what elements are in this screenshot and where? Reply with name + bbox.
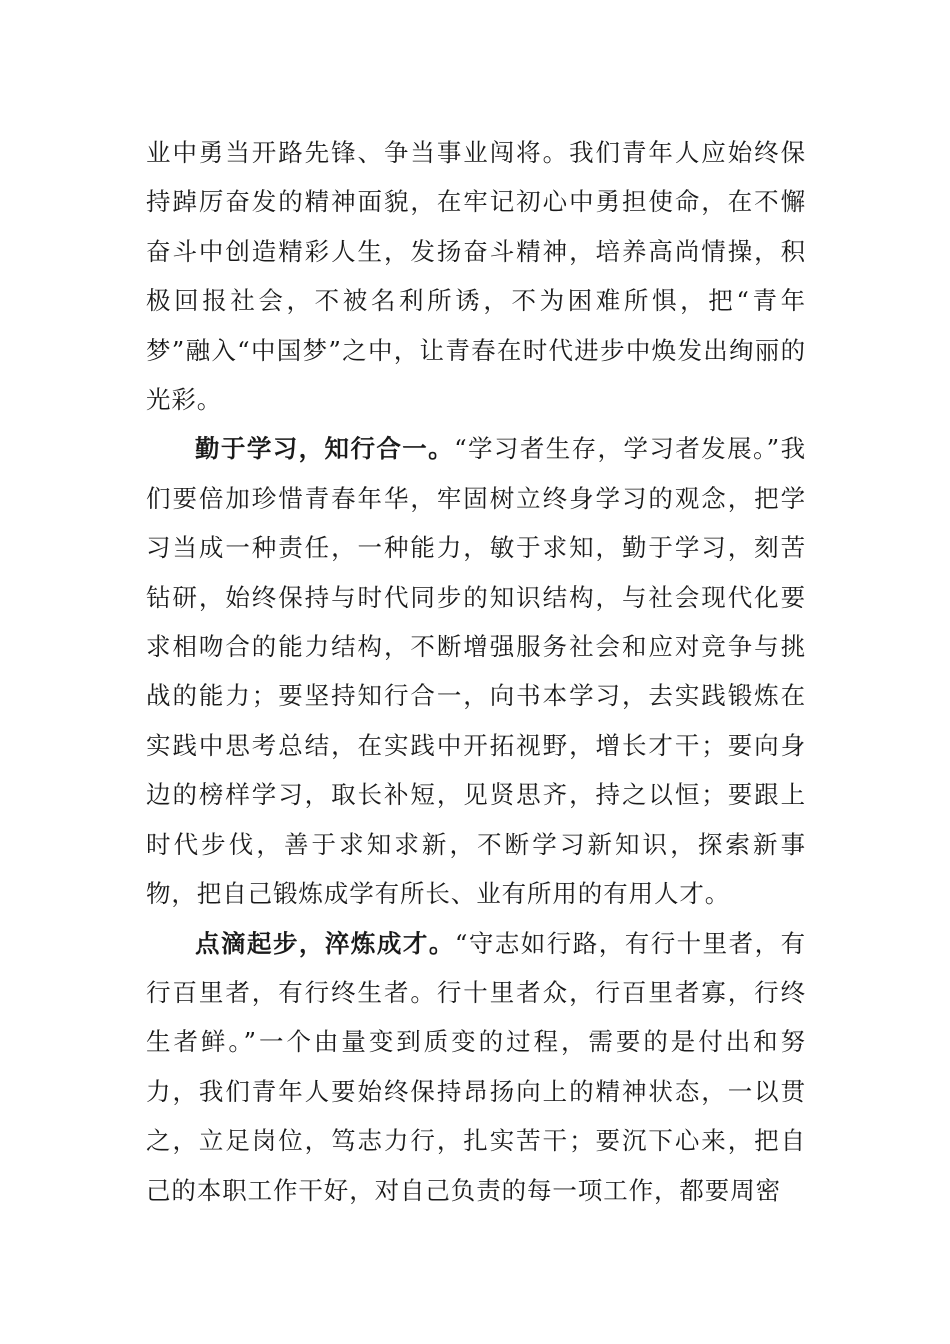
paragraph-diligent-learning: [146, 424, 806, 918]
paragraph-heading: 点滴起步，淬炼成才。: [195, 928, 455, 958]
paragraph-text: “守志如行路，有行十里者，有行百里者，有行终生者。行十里者众，行百里者寡，行终生者鲜。”一个由量变到质变的过程，需要的是付出和努力，我们青年人要始终保持昂扬向上的精神状态，一以贯之，立足岗位，笃志力行，扎实苦干；要沉下心来，把自己的本职工作干好，对自己负责的每一项工作，都要周密: [146, 928, 807, 1205]
document-body: [146, 128, 806, 1215]
paragraph-text: “学习者生存，学习者发展。”我们要倍加珍惜青春年华，牢固树立终身学习的观念，把学习当成一种责任，一种能力，敏于求知，勤于学习，刻苦钻研，始终保持与时代同步的知识结构，与社会现代化要求相吻合的能力结构，不断增强服务社会和应对竞争与挑战的能力；要坚持知行合一，向书本学习，去实践锻炼在实践中思考总结，在实践中开拓视野，增长才干；要向身边的榜样学习，取长补短，见贤思齐，持之以恒；要跟上时代步伐，善于求知求新，不断学习新知识，探索新事物，把自己锻炼成学有所长、业有所用的有用人才。: [146, 434, 806, 909]
paragraph-text: 业中勇当开路先锋、争当事业闯将。我们青年人应始终保持踔厉奋发的精神面貌，在牢记初心中勇担使命，在不懈奋斗中创造精彩人生，发扬奋斗精神，培养高尚情操，积极回报社会，不被名利所诱，不为困难所惧，把“青年梦”融入“中国梦”之中，让青春在时代进步中焕发出绚丽的光彩。: [146, 138, 806, 415]
paragraph-step-by-step: [146, 919, 806, 1215]
paragraph-continuation: [146, 128, 806, 424]
paragraph-heading: 勤于学习，知行合一。: [195, 434, 455, 464]
